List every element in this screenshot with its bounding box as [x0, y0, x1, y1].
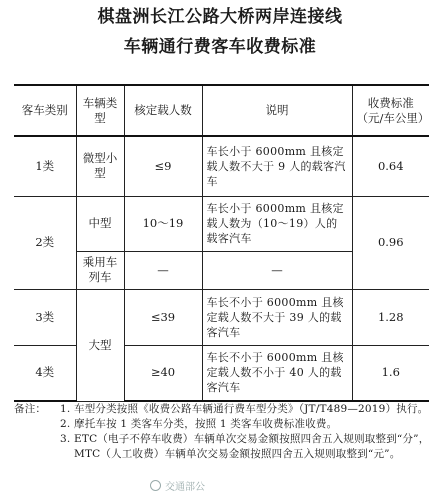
table-header-row [14, 85, 429, 136]
watermark [150, 478, 205, 493]
header-seats: 核定载人数 [124, 85, 202, 136]
notes-section [14, 402, 434, 462]
header-description: 说明 [202, 85, 352, 136]
cell-description: 车长小于 6000mm 且核定载人数为（10～19）人的载客汽车 [202, 196, 352, 251]
cell-category: 3类 [14, 289, 76, 345]
cell-rate: 1.6 [352, 345, 429, 401]
cell-description: 车长不小于 6000mm 且核定载人数不大于 39 人的载客汽车 [202, 289, 352, 345]
title-line-1: 棋盘洲长江公路大桥两岸连接线 [97, 7, 343, 27]
cell-seats: ≥40 [124, 345, 202, 401]
cell-vehicle-type: 微型小型 [76, 136, 124, 196]
cell-rate: 1.28 [352, 289, 429, 345]
note-text: 摩托车按 1 类客车分类，按照 1 类客车收费标准收费。 [74, 418, 338, 430]
title-line-2: 车辆通行费客车收费标准 [123, 37, 317, 57]
cell-rate: 0.96 [352, 196, 429, 289]
note-item [14, 432, 434, 462]
cell-seats: — [124, 251, 202, 289]
cell-description: — [202, 251, 352, 289]
table-row [14, 289, 429, 345]
table-row [14, 196, 429, 251]
notes-lead: 备注： [14, 403, 47, 415]
cell-description: 车长不小于 6000mm 且核定载人数不小于 40 人的载客汽车 [202, 345, 352, 401]
cell-seats: ≤9 [124, 136, 202, 196]
cell-vehicle-type: 大型 [76, 289, 124, 401]
note-text: ETC（电子不停车收费）车辆单次交易金额按照四舍五入规则取整到“分”，MTC（人工收费）车辆单次交易金额按照四舍五入规则取整到“元”。 [74, 433, 430, 460]
cell-vehicle-type: 中型 [76, 196, 124, 251]
cell-category: 1类 [14, 136, 76, 196]
header-category: 客车类别 [14, 85, 76, 136]
cell-rate: 0.64 [352, 136, 429, 196]
table-row [14, 136, 429, 196]
watermark-logo-icon [150, 480, 161, 491]
note-number: 2. [60, 418, 71, 430]
note-number: 1. [60, 403, 71, 415]
cell-category: 4类 [14, 345, 76, 401]
header-rate: 收费标准（元/车公里） [352, 85, 429, 136]
header-vehicle-type: 车辆类型 [76, 85, 124, 136]
cell-seats: 10～19 [124, 196, 202, 251]
fee-table [14, 84, 429, 402]
cell-seats: ≤39 [124, 289, 202, 345]
cell-vehicle-type: 乘用车列车 [76, 251, 124, 289]
note-text: 车型分类按照《收费公路车辆通行费车型分类》（JT/T489—2019）执行。 [74, 403, 429, 415]
cell-category: 2类 [14, 196, 76, 289]
note-item [14, 417, 434, 432]
note-item [14, 402, 434, 417]
watermark-text: 交通部公 [165, 482, 205, 493]
note-number: 3. [60, 433, 71, 445]
cell-description: 车长小于 6000mm 且核定载人数不大于 9 人的载客汽车 [202, 136, 352, 196]
